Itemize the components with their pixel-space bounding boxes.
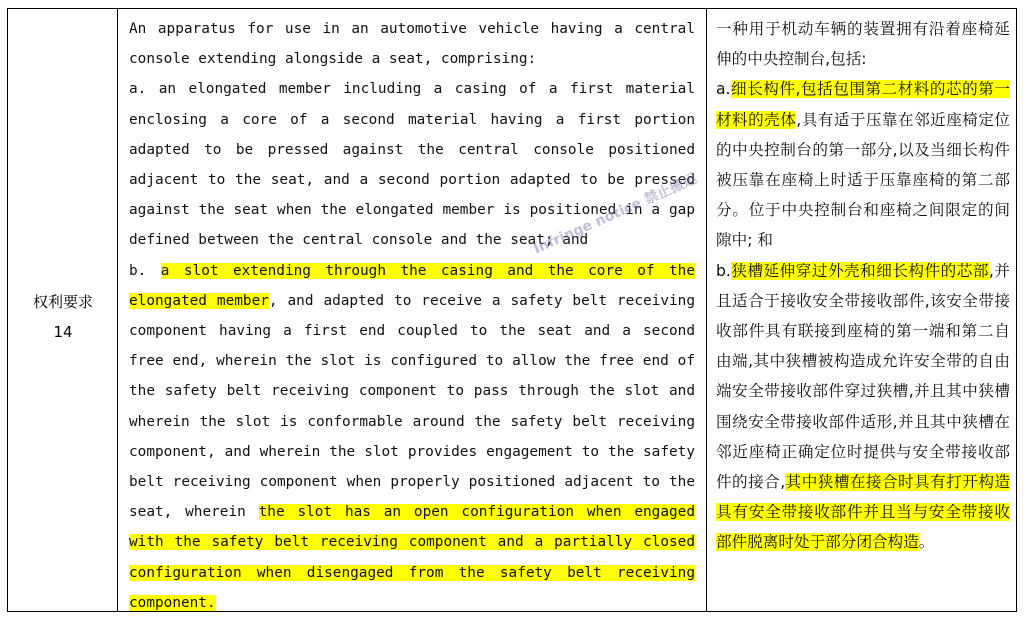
english-item-b-prefix: b. <box>129 262 147 279</box>
chinese-claim-cell <box>707 9 1016 611</box>
english-intro-paragraph: An apparatus for use in an automotive vehicle having a central console extending alongside a seat, comprising: <box>129 21 695 68</box>
chinese-item-a-body: ,具有适于压靠在邻近座椅定位的中央控制台的第一部分,以及当细长构件被压靠在座椅上时适于压靠座椅的第二部分。位于中央控制台和座椅之间限定的间隙中; 和 <box>716 110 1010 250</box>
watermark-text: Infringe notice 禁止搬运 <box>531 170 700 258</box>
chinese-item-b-body: ,并且适合于接收安全带接收部件,该安全带接收部件具有联接到座椅的第一端和第二自由端,其中狭槽被构造成允许安全带的自由端安全带接收部件穿过狭槽,并且其中狭槽围绕安全带接收部件适形,并且其中狭槽在邻近座椅正确定位时提供与安全带接收部件的接合, <box>716 261 1010 492</box>
english-item-b-body: , and adapted to receive a safety belt receiving component having a first end coupled to the seat and a second free end, wherein the slot is configured to allow the free end of the safety belt receiving component to pass through the slot and wherein the slot is conformable around the safety belt receiving component, and wherein the slot provides engagement to the safety belt receiving component when properly positioned adjacent to the seat, wherein <box>129 292 695 521</box>
chinese-item-b-paragraph <box>716 256 1010 558</box>
english-highlight-open-configuration: the slot has an open configuration when engaged with the safety belt receiving component and a partially closed configuration when disengaged from the safety belt receiving component. <box>129 504 695 611</box>
english-item-b-paragraph <box>129 256 695 618</box>
claim-number: 14 <box>53 323 73 341</box>
claim-label <box>8 287 118 347</box>
english-highlight-slot-feature: a slot extending through the casing and the core of the elongated member <box>129 262 695 309</box>
chinese-item-a-prefix: a. <box>716 80 731 99</box>
chinese-highlight-elongated-member: 细长构件,包括包围第二材料的芯的第一材料的壳体 <box>716 80 1010 129</box>
english-claim-text <box>129 14 695 618</box>
claim-label-text: 权利要求 <box>32 293 93 311</box>
chinese-item-a-paragraph <box>716 74 1010 255</box>
chinese-highlight-open-configuration: 其中狭槽在接合时具有打开构造具有安全带接收部件并且当与安全带接收部件脱离时处于部分闭合构造 <box>716 473 1010 552</box>
chinese-item-b-prefix: b. <box>716 261 731 280</box>
chinese-highlight-slot-feature: 狭槽延伸穿过外壳和细长构件的芯部 <box>730 261 989 280</box>
chinese-claim-text <box>716 14 1010 558</box>
chinese-item-b-end: 。 <box>918 533 935 552</box>
claim-label-cell <box>8 9 118 611</box>
english-claim-cell <box>118 9 707 611</box>
claim-comparison-table <box>7 8 1017 612</box>
chinese-intro-paragraph: 一种用于机动车辆的装置拥有沿着座椅延伸的中央控制台,包括: <box>716 20 1010 69</box>
english-item-a-paragraph: a. an elongated member including a casing of a first material enclosing a core of a second material having a first portion adapted to be pressed against the central console positioned adjacent to the seat, and a second portion adapted to be pressed against the seat when the elongated member is positioned in a gap defined between the central console and the seat; and <box>129 81 695 249</box>
